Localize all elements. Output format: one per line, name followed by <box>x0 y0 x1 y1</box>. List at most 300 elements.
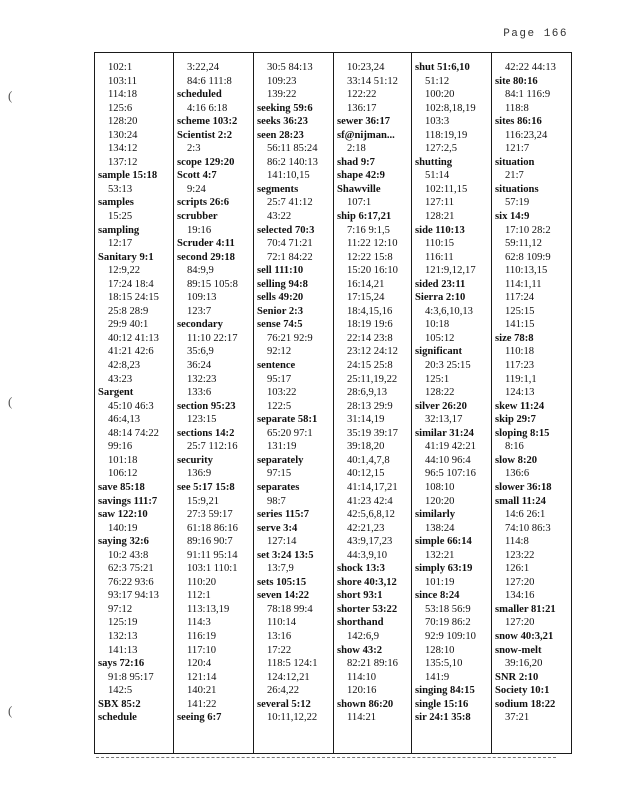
index-citation: 110:20 <box>187 576 217 588</box>
index-citation: 18:19 19:6 <box>347 319 393 331</box>
index-term: samples <box>98 197 134 209</box>
margin-punch-mark: ( <box>8 394 13 409</box>
index-term: shore 40:3,12 <box>337 576 397 588</box>
index-term: shutting <box>415 156 453 168</box>
index-citation: 141:22 <box>187 698 217 710</box>
index-citation: 14:6 26:1 <box>505 509 546 521</box>
index-citation: 59:11,12 <box>505 238 542 250</box>
index-citation: 93:17 94:13 <box>108 590 159 602</box>
index-citation: 134:16 <box>505 590 535 602</box>
index-citation: 82:21 89:16 <box>347 658 398 670</box>
index-term: sloping 8:15 <box>495 427 550 439</box>
index-term: silver 26:20 <box>415 400 467 412</box>
index-citation: 13:7,9 <box>267 563 294 575</box>
index-citation: 11:10 22:17 <box>187 332 238 344</box>
index-term: says 72:16 <box>98 658 145 670</box>
index-term: slower 36:18 <box>495 481 552 493</box>
index-citation: 15:9,21 <box>187 495 220 507</box>
index-term: Sanitary 9:1 <box>98 251 154 263</box>
index-term: site 80:16 <box>495 75 538 87</box>
index-citation: 30:5 84:13 <box>267 62 313 73</box>
index-citation: 120:4 <box>187 658 212 670</box>
index-citation: 116:23,24 <box>505 129 548 141</box>
index-citation: 99:16 <box>108 441 133 453</box>
index-citation: 27:3 59:17 <box>187 509 233 521</box>
index-citation: 10:2 43:8 <box>108 549 149 561</box>
index-citation: 114:18 <box>108 89 138 101</box>
bottom-dashed-rule <box>96 757 556 758</box>
index-citation: 43:23 <box>108 373 133 385</box>
index-citation: 12:17 <box>108 238 133 250</box>
index-citation: 24:15 25:8 <box>347 360 393 372</box>
index-citation: 78:18 99:4 <box>267 603 313 615</box>
index-citation: 70:4 71:21 <box>267 238 313 250</box>
index-citation: 40:1,4,7,8 <box>347 454 390 466</box>
index-term: seeking 59:6 <box>257 102 313 114</box>
index-citation: 17:22 <box>267 644 292 656</box>
index-term: see 5:17 15:8 <box>177 481 235 493</box>
index-term: Scruder 4:11 <box>177 238 235 250</box>
index-citation: 110:13,15 <box>505 265 548 277</box>
index-citation: 41:19 42:21 <box>425 441 476 453</box>
index-citation: 33:14 51:12 <box>347 75 398 87</box>
index-term: sense 74:5 <box>257 319 303 331</box>
index-citation: 46:4,13 <box>108 414 141 426</box>
index-citation: 42:5,6,8,12 <box>347 509 395 521</box>
index-citation: 39:18,20 <box>347 441 385 453</box>
index-term: sodium 18:22 <box>495 698 556 710</box>
index-term: saw 122:10 <box>98 509 148 521</box>
index-citation: 141:10,15 <box>267 170 310 182</box>
index-term: scheduled <box>177 89 222 101</box>
index-citation: 86:2 140:13 <box>267 156 318 168</box>
index-term: sample 15:18 <box>98 170 158 182</box>
index-citation: 62:8 109:9 <box>505 251 551 263</box>
index-term: schedule <box>98 712 137 724</box>
index-term: sewer 36:17 <box>337 116 391 128</box>
index-citation: 107:1 <box>347 197 372 209</box>
index-term: separate 58:1 <box>257 414 318 426</box>
index-citation: 35:19 39:17 <box>347 427 398 439</box>
index-citation: 121:14 <box>187 671 217 683</box>
index-citation: 125:6 <box>108 102 133 114</box>
index-term: seen 28:23 <box>257 129 304 141</box>
index-citation: 103:22 <box>267 387 297 399</box>
index-citation: 10:11,12,22 <box>267 712 318 724</box>
index-citation: 56:11 85:24 <box>267 143 318 155</box>
index-citation: 131:19 <box>267 441 297 453</box>
index-citation: 7:16 9:1,5 <box>347 224 390 236</box>
index-citation: 97:12 <box>108 603 133 615</box>
index-citation: 136:17 <box>347 102 377 114</box>
index-term: sided 23:11 <box>415 278 466 290</box>
index-citation: 26:4,22 <box>267 685 300 697</box>
index-citation: 125:1 <box>425 373 450 385</box>
index-citation: 41:14,17,21 <box>347 481 398 493</box>
index-citation: 18:4,15,16 <box>347 305 393 317</box>
index-term: Scott 4:7 <box>177 170 217 182</box>
index-citation: 136:6 <box>505 468 530 480</box>
index-term: since 8:24 <box>415 590 460 602</box>
index-citation: 127:20 <box>505 617 535 629</box>
index-citation: 48:14 74:22 <box>108 427 159 439</box>
index-term: situations <box>495 183 539 195</box>
index-citation: 127:2,5 <box>425 143 458 155</box>
index-citation: 70:19 86:2 <box>425 617 471 629</box>
index-citation: 42:22 44:13 <box>505 62 556 73</box>
index-citation: 92:9 109:10 <box>425 630 476 642</box>
index-citation: 136:9 <box>187 468 212 480</box>
index-citation: 31:14,19 <box>347 414 385 426</box>
index-citation: 103:1 110:1 <box>187 563 238 575</box>
index-citation: 13:16 <box>267 630 292 642</box>
index-citation: 2:18 <box>347 143 366 155</box>
index-citation: 4:3,6,10,13 <box>425 305 473 317</box>
index-citation: 19:16 <box>187 224 212 236</box>
index-citation: 28:13 29:9 <box>347 400 393 412</box>
index-citation: 23:12 24:12 <box>347 346 398 358</box>
index-term: selling 94:8 <box>257 278 308 290</box>
index-citation: 114:8 <box>505 536 529 548</box>
index-citation: 103:3 <box>425 116 450 128</box>
index-citation: 106:12 <box>108 468 138 480</box>
index-citation: 133:6 <box>187 387 212 399</box>
index-term: scrubber <box>177 211 218 223</box>
index-citation: 130:24 <box>108 129 138 141</box>
index-citation: 28:6,9,13 <box>347 387 388 399</box>
index-citation: 121:9,12,17 <box>425 265 476 277</box>
index-citation: 139:22 <box>267 89 297 101</box>
index-citation: 10:18 <box>425 319 450 331</box>
index-citation: 132:13 <box>108 630 138 642</box>
index-citation: 124:12,21 <box>267 671 310 683</box>
index-term: Society 10:1 <box>495 685 550 697</box>
index-citation: 123:15 <box>187 414 217 426</box>
index-citation: 44:10 96:4 <box>425 454 471 466</box>
index-citation: 101:19 <box>425 576 455 588</box>
index-citation: 120:16 <box>347 685 377 697</box>
index-term: serve 3:4 <box>257 522 298 534</box>
index-citation: 118:8 <box>505 102 529 114</box>
index-citation: 16:14,21 <box>347 278 385 290</box>
index-citation: 84:1 116:9 <box>505 89 551 101</box>
index-term: significant <box>415 346 463 358</box>
index-citation: 62:3 75:21 <box>108 563 154 575</box>
index-term: seeing 6:7 <box>177 712 222 724</box>
index-term: separately <box>257 454 304 466</box>
index-term: small 11:24 <box>495 495 546 507</box>
index-citation: 118:19,19 <box>425 129 468 141</box>
index-citation: 121:7 <box>505 143 530 155</box>
index-term: several 5:12 <box>257 698 311 710</box>
index-citation: 89:15 105:8 <box>187 278 238 290</box>
index-citation: 41:21 42:6 <box>108 346 154 358</box>
index-citation: 41:23 42:4 <box>347 495 393 507</box>
index-citation: 108:10 <box>425 481 455 493</box>
index-citation: 112:1 <box>187 590 211 602</box>
index-citation: 142:5 <box>108 685 133 697</box>
index-citation: 127:11 <box>425 197 455 209</box>
index-citation: 118:5 124:1 <box>267 658 318 670</box>
index-term: simply 63:19 <box>415 563 473 575</box>
index-citation: 128:22 <box>425 387 455 399</box>
index-citation: 12:9,22 <box>108 265 141 277</box>
index-citation: 92:12 <box>267 346 292 358</box>
index-citation: 72:1 84:22 <box>267 251 313 263</box>
index-term: single 15:16 <box>415 698 469 710</box>
index-citation: 11:22 12:10 <box>347 238 398 250</box>
index-citation: 141:9 <box>425 671 450 683</box>
index-term: sampling <box>98 224 140 236</box>
index-citation: 128:21 <box>425 211 455 223</box>
index-citation: 110:14 <box>267 617 297 629</box>
index-citation: 96:5 107:16 <box>425 468 476 480</box>
index-citation: 117:10 <box>187 644 217 656</box>
index-term: similarly <box>415 509 456 521</box>
index-citation: 15:20 16:10 <box>347 265 398 277</box>
index-citation: 74:10 86:3 <box>505 522 551 534</box>
index-term: shock 13:3 <box>337 563 385 575</box>
index-term: saying 32:6 <box>98 536 149 548</box>
index-citation: 127:14 <box>267 536 297 548</box>
index-term: sir 24:1 35:8 <box>415 712 471 724</box>
index-term: shown 86:20 <box>337 698 394 710</box>
index-term: separates <box>257 481 300 493</box>
index-citation: 2:3 <box>187 143 201 155</box>
index-citation: 40:12 41:13 <box>108 332 159 344</box>
index-citation: 122:5 <box>267 400 292 412</box>
index-citation: 138:24 <box>425 522 455 534</box>
index-citation: 134:12 <box>108 143 138 155</box>
index-citation: 123:7 <box>187 305 212 317</box>
index-term: singing 84:15 <box>415 685 475 697</box>
index-citation: 132:21 <box>425 549 455 561</box>
index-citation: 125:15 <box>505 305 535 317</box>
index-citation: 91:8 95:17 <box>108 671 154 683</box>
index-term: sells 49:20 <box>257 292 304 304</box>
index-term: selected 70:3 <box>257 224 315 236</box>
index-term: six 14:9 <box>495 211 530 223</box>
index-citation: 39:16,20 <box>505 658 543 670</box>
index-citation: 84:9,9 <box>187 265 214 277</box>
index-term: shut 51:6,10 <box>415 62 470 73</box>
index-term: section 95:23 <box>177 400 236 412</box>
index-term: snow 40:3,21 <box>495 630 554 642</box>
index-term: similar 31:24 <box>415 427 474 439</box>
index-term: slow 8:20 <box>495 454 538 466</box>
index-citation: 114:3 <box>187 617 211 629</box>
index-column <box>491 53 571 753</box>
index-citation: 76:22 93:6 <box>108 576 154 588</box>
index-citation: 9:24 <box>187 183 206 195</box>
index-citation: 102:11,15 <box>425 183 468 195</box>
index-citation: 42:21,23 <box>347 522 385 534</box>
index-citation: 61:18 86:16 <box>187 522 238 534</box>
index-term: ship 6:17,21 <box>337 211 392 223</box>
index-citation: 140:21 <box>187 685 217 697</box>
index-citation: 114:21 <box>347 712 377 724</box>
index-citation: 91:11 95:14 <box>187 549 238 561</box>
index-citation: 128:10 <box>425 644 455 656</box>
index-citation: 141:15 <box>505 319 535 331</box>
index-citation: 25:8 28:9 <box>108 305 149 317</box>
index-term: sentence <box>257 360 296 372</box>
index-term: sell 111:10 <box>257 265 304 277</box>
index-term: Sierra 2:10 <box>415 292 466 304</box>
index-column <box>411 53 491 753</box>
index-term: Scientist 2:2 <box>177 129 233 141</box>
index-term: shad 9:7 <box>337 156 375 168</box>
index-citation: 113:13,19 <box>187 603 230 615</box>
margin-punch-mark: ( <box>8 88 13 103</box>
index-column <box>173 53 253 753</box>
index-citation: 105:12 <box>425 332 455 344</box>
index-citation: 109:13 <box>187 292 217 304</box>
index-citation: 65:20 97:1 <box>267 427 313 439</box>
index-citation: 116:19 <box>187 630 217 642</box>
index-citation: 116:11 <box>425 251 454 263</box>
index-term: seeks 36:23 <box>257 116 308 128</box>
index-term: sections 14:2 <box>177 427 235 439</box>
index-citation: 100:20 <box>425 89 455 101</box>
index-citation: 51:14 <box>425 170 450 182</box>
index-citation: 45:10 46:3 <box>108 400 154 412</box>
index-term: seven 14:22 <box>257 590 310 602</box>
index-term: snow-melt <box>495 644 542 656</box>
index-citation: 25:7 112:16 <box>187 441 238 453</box>
word-index-table <box>94 52 572 754</box>
index-term: shape 42:9 <box>337 170 385 182</box>
index-citation: 40:12,15 <box>347 468 385 480</box>
index-citation: 142:6,9 <box>347 630 380 642</box>
index-column <box>95 53 173 753</box>
index-term: Sargent <box>98 387 134 399</box>
index-citation: 35:6,9 <box>187 346 214 358</box>
index-citation: 3:22,24 <box>187 62 220 73</box>
index-citation: 17:24 18:4 <box>108 278 154 290</box>
index-citation: 110:15 <box>425 238 455 250</box>
index-citation: 44:3,9,10 <box>347 549 388 561</box>
index-term: SBX 85:2 <box>98 698 141 710</box>
index-citation: 103:11 <box>108 75 138 87</box>
index-term: show 43:2 <box>337 644 383 656</box>
index-citation: 21:7 <box>505 170 524 182</box>
index-term: side 110:13 <box>415 224 465 236</box>
index-citation: 32:13,17 <box>425 414 463 426</box>
index-term: shorter 53:22 <box>337 603 398 615</box>
index-term: shorthand <box>337 617 384 629</box>
index-citation: 57:19 <box>505 197 530 209</box>
index-citation: 140:19 <box>108 522 138 534</box>
index-citation: 119:1,1 <box>505 373 537 385</box>
index-citation: 117:24 <box>505 292 535 304</box>
index-term: sf@nijman... <box>337 129 395 141</box>
index-citation: 114:1,11 <box>505 278 542 290</box>
index-term: segments <box>257 183 299 195</box>
index-citation: 42:8,23 <box>108 360 141 372</box>
index-citation: 53:13 <box>108 183 133 195</box>
index-term: save 85:18 <box>98 481 145 493</box>
index-citation: 4:16 6:18 <box>187 102 228 114</box>
index-term: savings 111:7 <box>98 495 158 507</box>
index-citation: 120:20 <box>425 495 455 507</box>
index-term: secondary <box>177 319 223 331</box>
index-citation: 17:10 28:2 <box>505 224 551 236</box>
index-citation: 117:23 <box>505 360 535 372</box>
index-citation: 123:22 <box>505 549 535 561</box>
page-number-header: Page 166 <box>503 28 568 40</box>
index-citation: 43:22 <box>267 211 292 223</box>
index-citation: 29:9 40:1 <box>108 319 149 331</box>
index-citation: 109:23 <box>267 75 297 87</box>
index-citation: 17:15,24 <box>347 292 385 304</box>
index-citation: 10:23,24 <box>347 62 385 73</box>
index-citation: 12:22 15:8 <box>347 251 393 263</box>
index-citation: 20:3 25:15 <box>425 360 471 372</box>
margin-punch-mark: ( <box>8 703 13 718</box>
index-term: Shawville <box>337 183 381 195</box>
index-citation: 126:1 <box>505 563 530 575</box>
index-term: skip 29:7 <box>495 414 536 426</box>
index-citation: 124:13 <box>505 387 535 399</box>
index-citation: 132:23 <box>187 373 217 385</box>
index-citation: 53:18 56:9 <box>425 603 471 615</box>
index-term: simple 66:14 <box>415 536 472 548</box>
index-citation: 102:8,18,19 <box>425 102 476 114</box>
index-term: second 29:18 <box>177 251 235 263</box>
index-citation: 25:11,19,22 <box>347 373 398 385</box>
index-citation: 114:10 <box>347 671 377 683</box>
index-citation: 101:18 <box>108 454 138 466</box>
index-citation: 98:7 <box>267 495 286 507</box>
index-citation: 8:16 <box>505 441 524 453</box>
index-term: short 93:1 <box>337 590 383 602</box>
index-term: Senior 2:3 <box>257 305 304 317</box>
index-citation: 102:1 <box>108 62 133 73</box>
index-citation: 135:5,10 <box>425 658 463 670</box>
index-citation: 137:12 <box>108 156 138 168</box>
index-term: situation <box>495 156 535 168</box>
index-citation: 18:15 24:15 <box>108 292 159 304</box>
index-citation: 122:22 <box>347 89 377 101</box>
index-term: SNR 2:10 <box>495 671 539 683</box>
index-citation: 125:19 <box>108 617 138 629</box>
index-term: set 3:24 13:5 <box>257 549 314 561</box>
index-term: sets 105:15 <box>257 576 307 588</box>
index-citation: 15:25 <box>108 211 133 223</box>
index-citation: 128:20 <box>108 116 138 128</box>
index-citation: 25:7 41:12 <box>267 197 313 209</box>
index-citation: 22:14 23:8 <box>347 332 393 344</box>
index-term: scope 129:20 <box>177 156 235 168</box>
index-citation: 141:13 <box>108 644 138 656</box>
index-term: scheme 103:2 <box>177 116 238 128</box>
index-citation: 127:20 <box>505 576 535 588</box>
index-citation: 95:17 <box>267 373 292 385</box>
index-term: scripts 26:6 <box>177 197 230 209</box>
index-citation: 97:15 <box>267 468 292 480</box>
index-term: size 78:8 <box>495 332 534 344</box>
index-citation: 84:6 111:8 <box>187 75 232 87</box>
index-citation: 43:9,17,23 <box>347 536 393 548</box>
index-citation: 110:18 <box>505 346 535 358</box>
index-term: sites 86:16 <box>495 116 542 128</box>
index-citation: 51:12 <box>425 75 450 87</box>
index-column <box>253 53 333 753</box>
index-term: skew 11:24 <box>495 400 545 412</box>
index-term: series 115:7 <box>257 509 310 521</box>
index-term: security <box>177 454 213 466</box>
